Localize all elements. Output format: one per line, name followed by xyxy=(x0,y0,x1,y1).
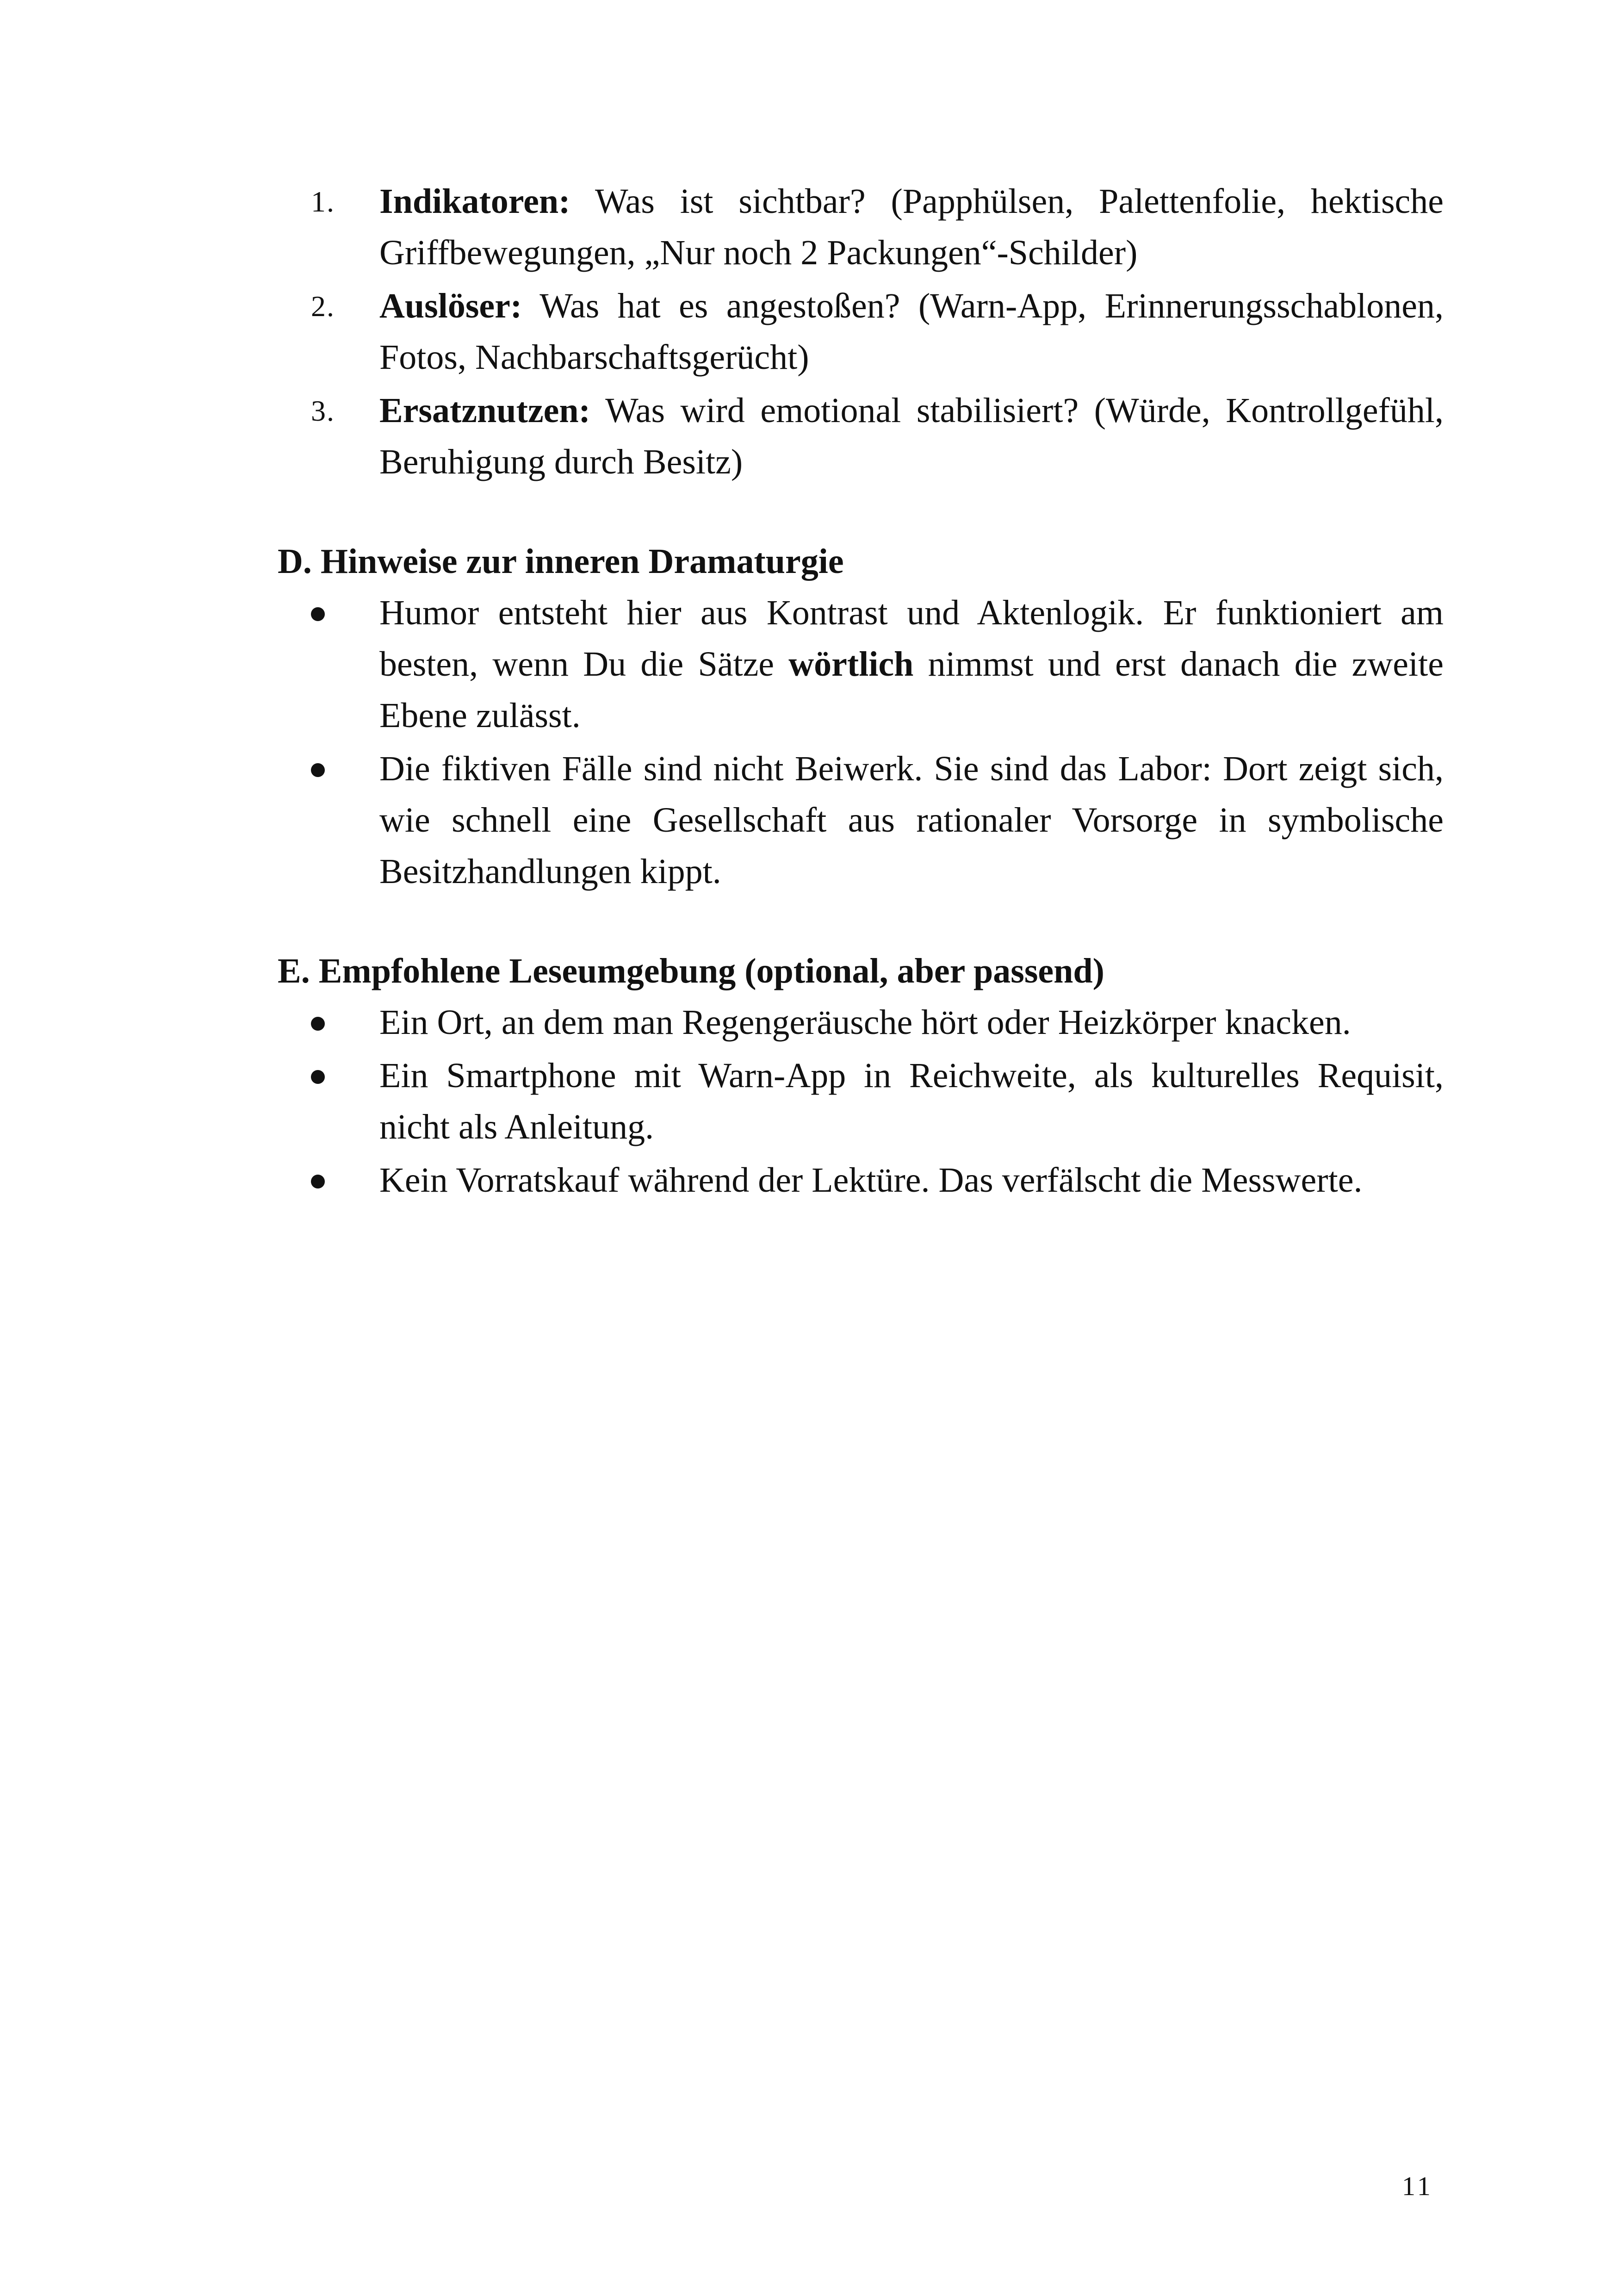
list-text: Was wird emotional stabilisiert? (Würde, Kontrollgefühl, Beruhigung durch Besitz) xyxy=(379,391,1444,481)
section-d-bullet-list xyxy=(278,587,1444,897)
bullet-icon xyxy=(311,1070,325,1084)
list-item xyxy=(278,1050,1444,1153)
page-number: 11 xyxy=(1402,2171,1433,2201)
list-number: 3. xyxy=(311,394,335,427)
list-item xyxy=(278,280,1444,383)
section-d-heading: D. Hinweise zur inneren Dramaturgie xyxy=(278,542,844,581)
list-text: Ein Smartphone mit Warn-App in Reichweite, als kulturelles Requisit, nicht als Anleitung. xyxy=(379,1056,1444,1146)
document-page xyxy=(278,176,1444,1208)
emphasis-text: wörtlich xyxy=(788,645,914,684)
list-item xyxy=(278,176,1444,279)
list-text: Kein Vorratskauf während der Lektüre. Das verfälscht die Messwerte. xyxy=(379,1161,1363,1200)
list-text: nimmst und erst danach die zweite Ebene zulässt. xyxy=(379,645,1444,735)
list-text: Die fiktiven Fälle sind nicht Beiwerk. Sie sind das Labor: Dort zeigt sich, wie schnell eine Gesellschaft aus rationaler Vorsorge in symbolische Besitzhandlungen kippt. xyxy=(379,749,1444,891)
section-e-bullet-list xyxy=(278,997,1444,1206)
list-text: Was hat es angestoßen? (Warn-App, Erinnerungsschablonen, Fotos, Nachbarschaftsgerücht) xyxy=(379,286,1444,377)
bullet-icon xyxy=(311,763,325,777)
list-item xyxy=(278,1155,1444,1206)
list-number: 1. xyxy=(311,185,335,218)
bullet-icon xyxy=(311,607,325,621)
list-term: Auslöser: xyxy=(379,286,522,325)
list-term: Ersatznutzen: xyxy=(379,391,590,430)
section-e-heading: E. Empfohlene Leseumgebung (optional, aber passend) xyxy=(278,952,1104,990)
list-number: 2. xyxy=(311,290,335,323)
list-item xyxy=(278,997,1444,1048)
bullet-icon xyxy=(311,1175,325,1188)
bullet-icon xyxy=(311,1017,325,1031)
numbered-list xyxy=(278,176,1444,488)
list-text: Humor entsteht hier aus Kontrast und Aktenlogik. Er funktioniert am besten, wenn Du die Sätze xyxy=(379,593,1444,684)
list-item xyxy=(278,385,1444,488)
list-text: Was ist sichtbar? (Papphülsen, Palettenfolie, hektische Griffbewegungen, „Nur noch 2 Packungen“-Schilder) xyxy=(379,182,1444,272)
list-text: Ein Ort, an dem man Regengeräusche hört oder Heizkörper knacken. xyxy=(379,1003,1351,1042)
list-term: Indikatoren: xyxy=(379,182,570,221)
list-item xyxy=(278,743,1444,897)
list-item xyxy=(278,587,1444,741)
